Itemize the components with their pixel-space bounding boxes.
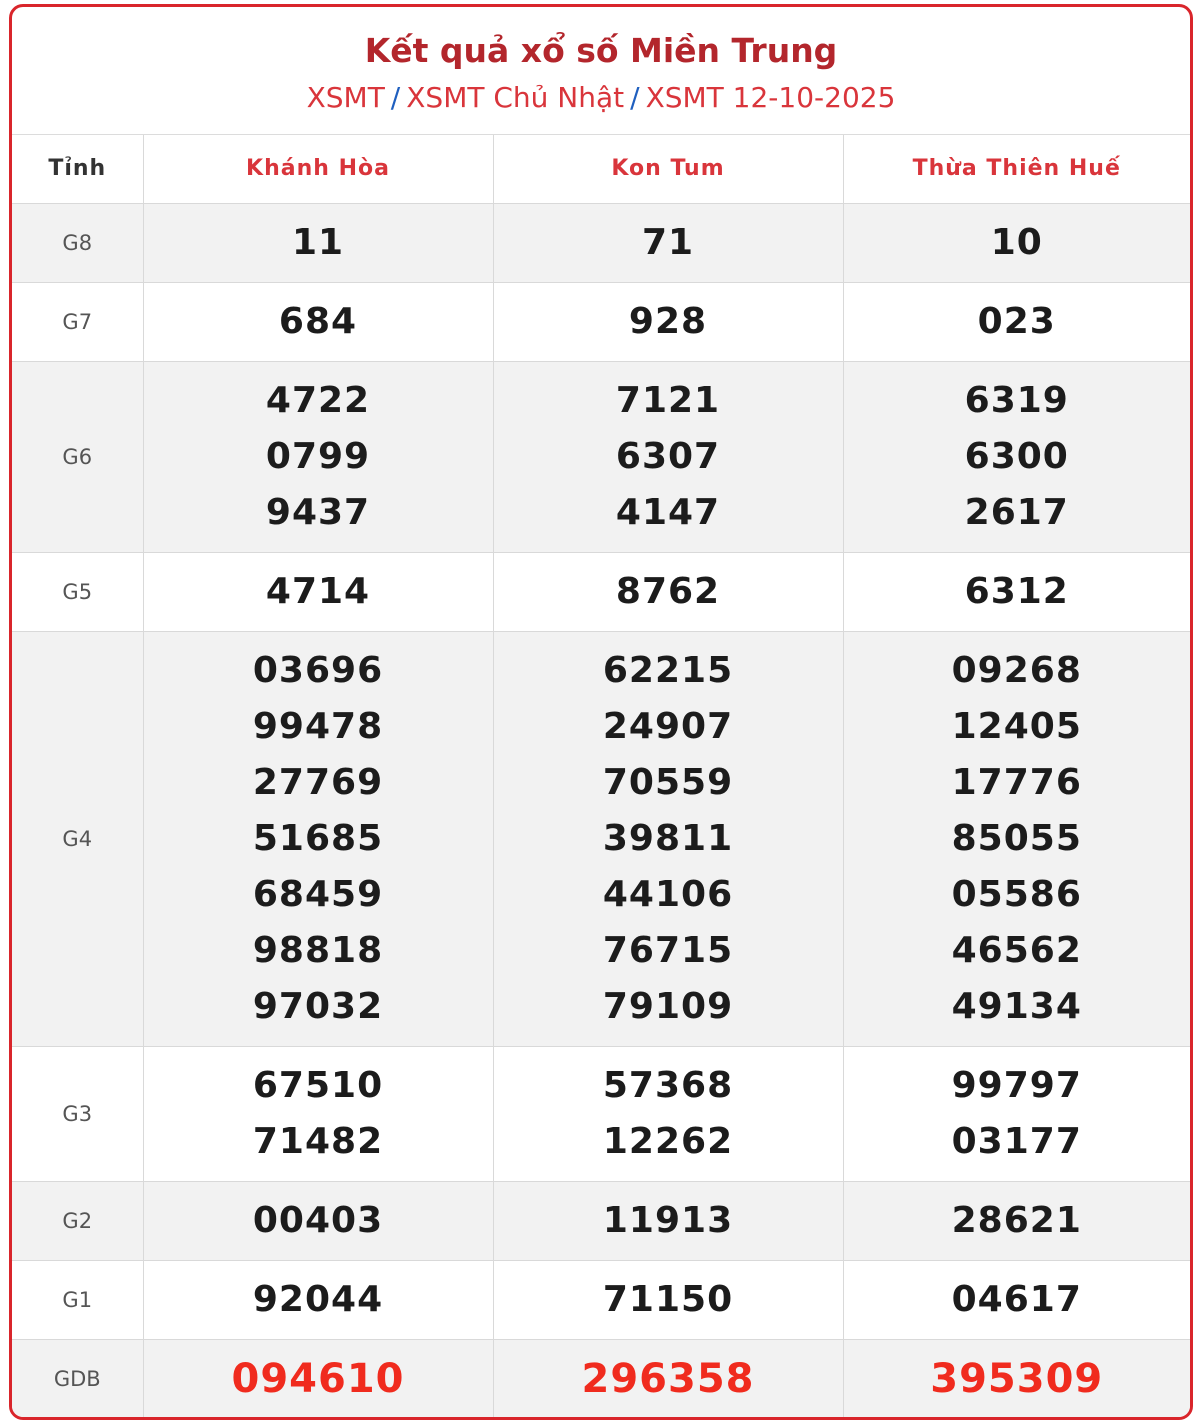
prize-number: 2617 (964, 491, 1069, 533)
breadcrumb-link-weekday[interactable]: XSMT Chủ Nhật (406, 81, 625, 114)
prize-number: 85055 (951, 817, 1082, 859)
prize-number: 6312 (964, 570, 1069, 612)
prize-number: 11 (291, 221, 345, 263)
result-cell (143, 1181, 493, 1260)
prize-number: 09268 (951, 649, 1082, 691)
breadcrumb (12, 79, 1190, 117)
special-prize-number: 395309 (930, 1356, 1104, 1403)
result-cell (143, 631, 493, 1046)
prize-number: 4722 (265, 379, 371, 421)
province-header-khanh-hoa[interactable]: Khánh Hòa (143, 135, 493, 203)
prize-number: 98818 (252, 929, 384, 971)
prize-number: 7121 (615, 379, 721, 421)
breadcrumb-link-date[interactable]: XSMT 12-10-2025 (645, 81, 896, 114)
results-card (9, 4, 1193, 1420)
prize-label: G7 (12, 282, 143, 361)
result-cell (843, 1339, 1190, 1419)
prize-number: 99478 (252, 705, 384, 747)
result-cell (493, 1260, 843, 1339)
prize-label: G6 (12, 361, 143, 552)
prize-number: 71 (641, 221, 695, 263)
result-cell (843, 282, 1190, 361)
result-cell (843, 203, 1190, 282)
prize-number: 684 (278, 300, 358, 342)
result-cell (493, 1181, 843, 1260)
result-cell (493, 361, 843, 552)
prize-number: 44106 (602, 873, 734, 915)
prize-number: 49134 (951, 985, 1082, 1027)
prize-number: 27769 (252, 761, 384, 803)
prize-number: 03696 (252, 649, 384, 691)
result-cell (143, 1339, 493, 1419)
prize-number: 8762 (615, 570, 721, 612)
breadcrumb-separator: / (390, 81, 401, 114)
breadcrumb-link-xsmt[interactable]: XSMT (306, 81, 385, 114)
prize-number: 24907 (602, 705, 734, 747)
prize-number: 46562 (951, 929, 1082, 971)
special-prize-number: 094610 (231, 1356, 405, 1403)
province-header-thua-thien-hue[interactable]: Thừa Thiên Huế (843, 135, 1190, 203)
prize-number: 17776 (951, 761, 1082, 803)
page-title: Kết quả xổ số Miền Trung (364, 31, 838, 70)
prize-number: 67510 (252, 1064, 384, 1106)
prize-number: 71482 (252, 1120, 384, 1162)
prize-number: 11913 (602, 1199, 734, 1241)
prize-number: 05586 (951, 873, 1082, 915)
results-body (12, 203, 1190, 1419)
prize-label: GDB (12, 1339, 143, 1419)
prize-number: 12262 (602, 1120, 734, 1162)
result-cell (843, 361, 1190, 552)
table-row (12, 361, 1190, 552)
table-row (12, 1181, 1190, 1260)
result-cell (843, 1046, 1190, 1181)
prize-label: G5 (12, 552, 143, 631)
table-row (12, 1046, 1190, 1181)
prize-number: 28621 (951, 1199, 1082, 1241)
table-header-row (12, 135, 1190, 203)
prize-number: 023 (977, 300, 1056, 342)
result-cell (143, 282, 493, 361)
table-row (12, 1339, 1190, 1419)
prize-label: G4 (12, 631, 143, 1046)
table-row (12, 631, 1190, 1046)
prize-number: 6307 (615, 435, 721, 477)
result-cell (143, 361, 493, 552)
prize-number: 03177 (951, 1120, 1082, 1162)
prize-number: 51685 (252, 817, 384, 859)
result-cell (493, 552, 843, 631)
result-cell (493, 203, 843, 282)
prize-number: 4714 (265, 570, 371, 612)
result-cell (493, 1046, 843, 1181)
prize-number: 39811 (602, 817, 734, 859)
breadcrumb-separator: / (630, 81, 640, 114)
special-prize-number: 296358 (581, 1356, 755, 1403)
prize-number: 928 (628, 300, 708, 342)
prize-number: 99797 (951, 1064, 1082, 1106)
prize-number: 00403 (252, 1199, 384, 1241)
result-cell (843, 631, 1190, 1046)
prize-number: 70559 (602, 761, 734, 803)
prize-number: 92044 (252, 1278, 384, 1320)
result-cell (143, 1260, 493, 1339)
result-cell (143, 1046, 493, 1181)
result-cell (843, 552, 1190, 631)
prize-number: 04617 (951, 1278, 1082, 1320)
prize-number: 0799 (265, 435, 371, 477)
table-row (12, 1260, 1190, 1339)
prize-label: G3 (12, 1046, 143, 1181)
result-cell (143, 552, 493, 631)
prize-label: G2 (12, 1181, 143, 1260)
result-cell (143, 203, 493, 282)
table-row (12, 282, 1190, 361)
prize-number: 6319 (964, 379, 1069, 421)
results-header (12, 7, 1190, 135)
prize-number: 57368 (602, 1064, 734, 1106)
prize-number: 9437 (265, 491, 371, 533)
table-row (12, 552, 1190, 631)
prize-number: 97032 (252, 985, 384, 1027)
result-cell (493, 1339, 843, 1419)
result-cell (493, 631, 843, 1046)
prize-label: G1 (12, 1260, 143, 1339)
prize-number: 79109 (602, 985, 734, 1027)
prize-number: 71150 (602, 1278, 734, 1320)
results-table (12, 135, 1190, 1419)
prize-number: 62215 (602, 649, 734, 691)
result-cell (493, 282, 843, 361)
prize-number: 68459 (252, 873, 384, 915)
prize-number: 6300 (964, 435, 1069, 477)
prize-number: 10 (990, 221, 1043, 263)
prize-number: 76715 (602, 929, 734, 971)
prize-number: 4147 (615, 491, 721, 533)
prize-label: G8 (12, 203, 143, 282)
table-row (12, 203, 1190, 282)
province-header-kon-tum[interactable]: Kon Tum (493, 135, 843, 203)
result-cell (843, 1181, 1190, 1260)
province-column-header: Tỉnh (12, 135, 143, 203)
prize-number: 12405 (951, 705, 1082, 747)
result-cell (843, 1260, 1190, 1339)
